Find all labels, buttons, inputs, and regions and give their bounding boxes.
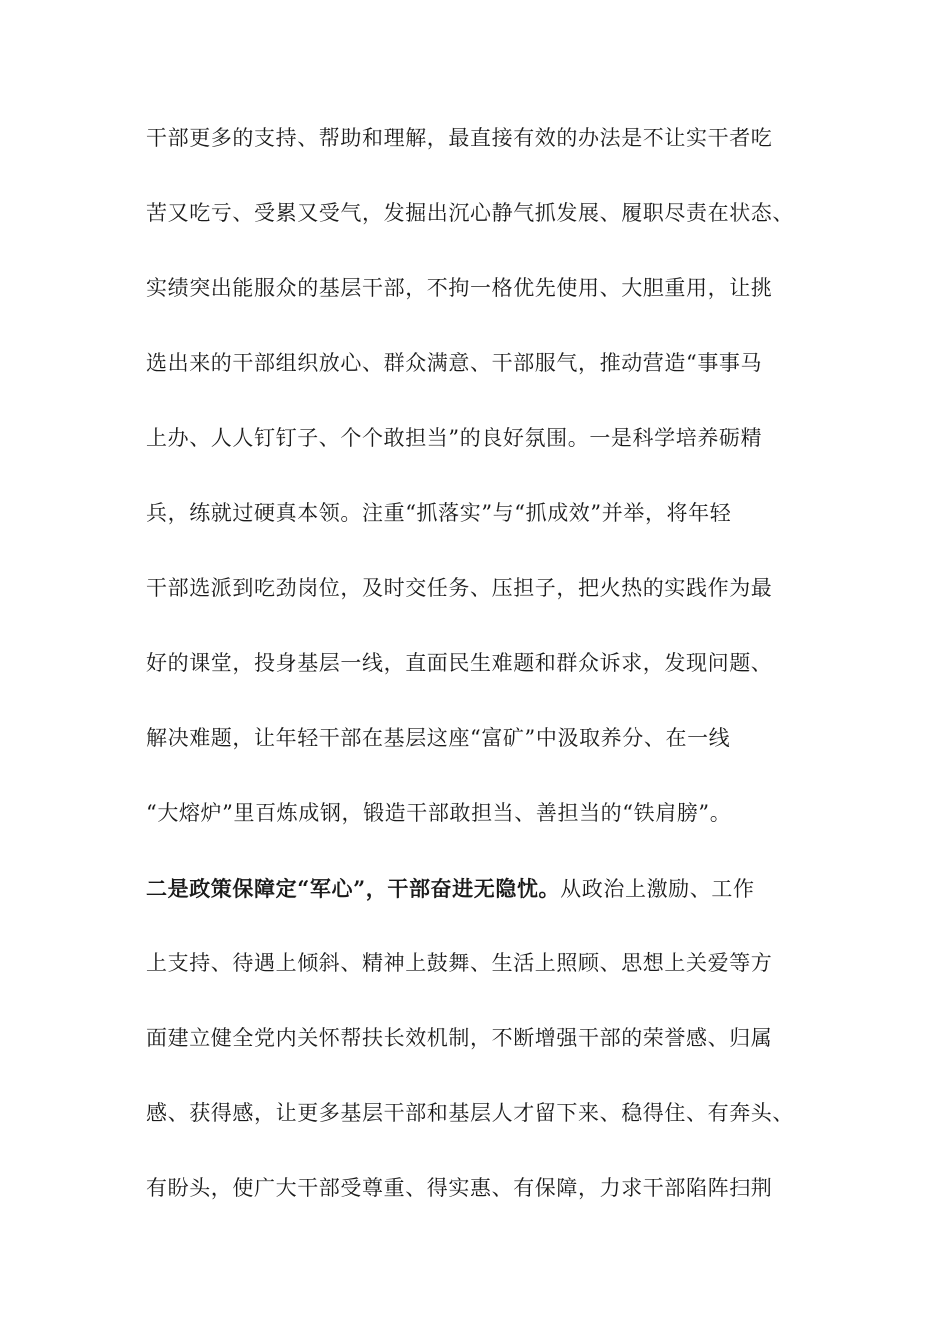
text-line-7: 干部选派到吃劲岗位，及时交任务、压担子，把火热的实践作为最 bbox=[146, 576, 773, 600]
text-line-9: 解决难题，让年轻干部在基层这座“富矿”中汲取养分、在一线 bbox=[146, 726, 731, 750]
text-line-2: 苦又吃亏、受累又受气，发掘出沉心静气抓发展、履职尽责在状态、 bbox=[146, 201, 794, 225]
text-line-6: 兵，练就过硬真本领。注重“抓落实”与“抓成效”并举，将年轻 bbox=[146, 501, 732, 525]
text-line-1: 干部更多的支持、帮助和理解，最直接有效的办法是不让实干者吃 bbox=[146, 126, 773, 150]
text-line-8: 好的课堂，投身基层一线，直面民生难题和群众诉求，发现问题、 bbox=[146, 651, 773, 675]
text-line-11: 二是政策保障定“军心”，干部奋进无隐忧。从政治上激励、工作 bbox=[146, 876, 755, 901]
text-line-13: 面建立健全党内关怀帮扶长效机制，不断增强干部的荣誉感、归属 bbox=[146, 1026, 773, 1050]
text-line-3: 实绩突出能服众的基层干部，不拘一格优先使用、大胆重用，让挑 bbox=[146, 276, 773, 300]
bold-heading: 二是政策保障定“军心”，干部奋进无隐忧。 bbox=[146, 876, 561, 901]
text-line-12: 上支持、待遇上倾斜、精神上鼓舞、生活上照顾、思想上关爱等方 bbox=[146, 951, 773, 975]
text-line-5: 上办、人人钉钉子、个个敢担当”的良好氛围。一是科学培养砺精 bbox=[146, 426, 763, 450]
text-line-15: 有盼头，使广大干部受尊重、得实惠、有保障，力求干部陷阵扫荆 bbox=[146, 1176, 773, 1200]
text-line-10: “大熔炉”里百炼成钢，锻造干部敢担当、善担当的“铁肩膀”。 bbox=[146, 801, 732, 825]
body-text bbox=[146, 124, 826, 1226]
text-line-14: 感、获得感，让更多基层干部和基层人才留下来、稳得住、有奔头、 bbox=[146, 1101, 794, 1125]
text-line-4: 选出来的干部组织放心、群众满意、干部服气，推动营造“事事马 bbox=[146, 351, 763, 375]
